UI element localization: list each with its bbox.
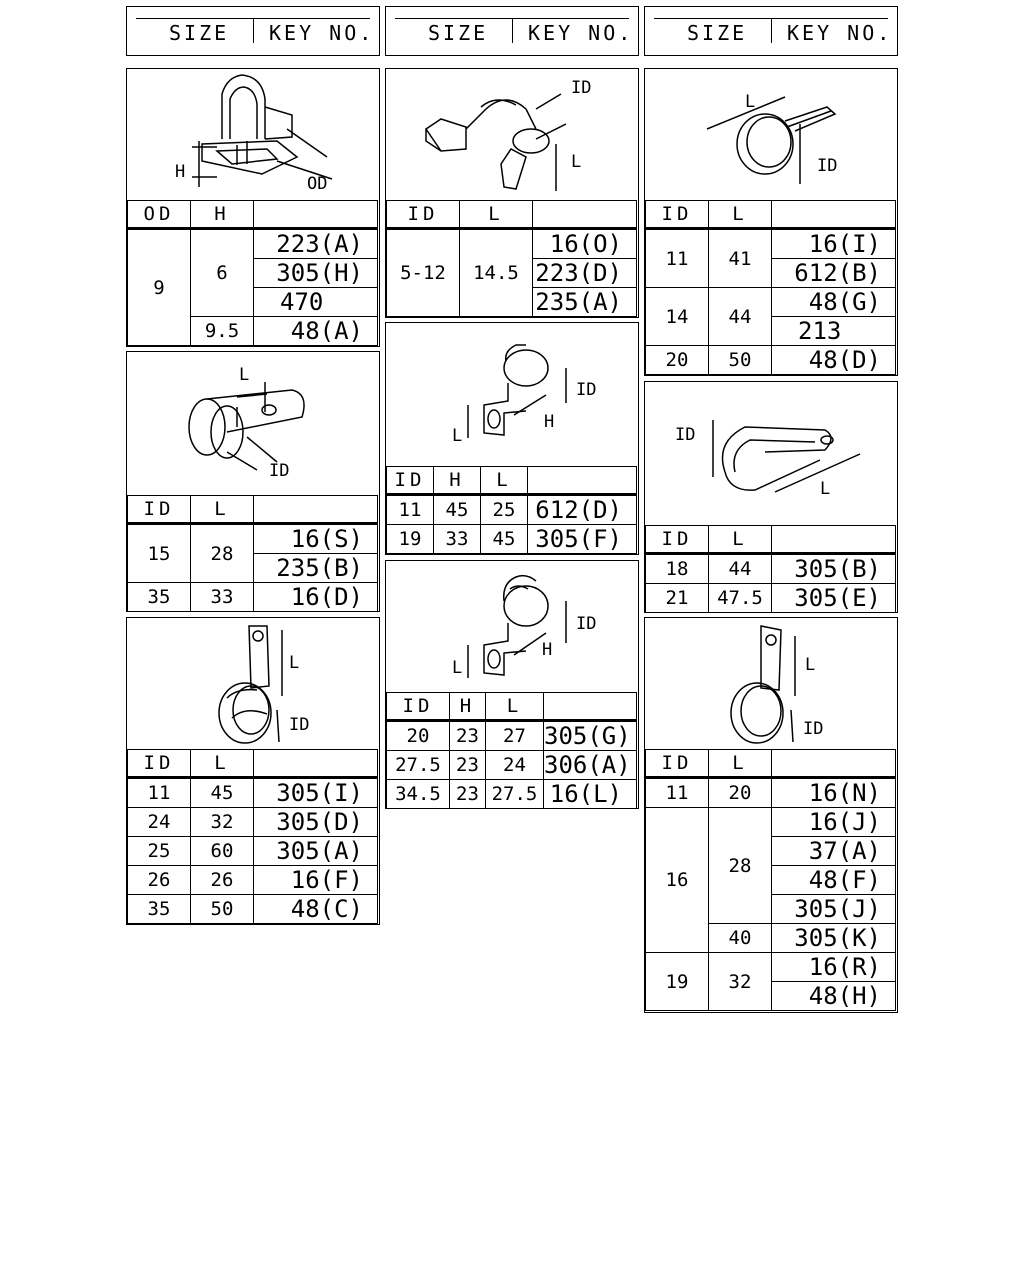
id-value: 11 [387, 495, 434, 525]
col-header-id: ID [128, 750, 191, 778]
clamp-id-h-l-drawing [386, 561, 637, 692]
key-no: 305(D) [254, 808, 378, 837]
table-row [387, 721, 637, 751]
id-value: 20 [387, 721, 450, 751]
id-value: 25 [128, 837, 191, 866]
id-value: 20 [646, 346, 709, 375]
part-panel-c3-2 [644, 381, 898, 613]
l-value: 28 [191, 524, 254, 583]
key-no: 305(E) [772, 584, 896, 613]
col-header-id: ID [387, 201, 460, 229]
l-value: 14.5 [460, 229, 533, 317]
l-value: 44 [709, 288, 772, 346]
col-header-h: H [450, 693, 486, 721]
l-value: 24 [486, 751, 544, 780]
id-value: 24 [128, 808, 191, 837]
od-dimension-label: OD [307, 174, 328, 194]
col-header-l: L [709, 750, 772, 778]
id-value: 26 [128, 866, 191, 895]
col-header-l: L [486, 693, 544, 721]
col-header-id: ID [646, 201, 709, 229]
key-no: 16(S) [254, 524, 378, 554]
clip-id-l-drawing [386, 69, 637, 200]
part-panel-c3-3 [644, 617, 898, 1013]
key-no: 305(K) [772, 924, 896, 953]
l-value: 60 [191, 837, 254, 866]
h-value: 33 [434, 525, 481, 554]
od-value: 9 [128, 229, 191, 346]
part-panel-c2-2 [385, 322, 639, 555]
key-no-label: KEY NO. [787, 21, 893, 45]
key-no: 16(F) [254, 866, 378, 895]
id-value: 19 [387, 525, 434, 554]
l-dimension-label: L [239, 365, 250, 385]
size-label: SIZE [169, 21, 230, 45]
id-dimension-label: ID [269, 461, 290, 481]
id-value: 35 [128, 583, 191, 612]
l-value: 27 [486, 721, 544, 751]
l-value: 45 [481, 525, 528, 554]
l-value: 32 [191, 808, 254, 837]
id-dimension-label: ID [817, 156, 838, 176]
l-value: 41 [709, 229, 772, 288]
key-no: 305(A) [254, 837, 378, 866]
col-header-id: ID [387, 693, 450, 721]
l-dimension-label: L [452, 426, 463, 446]
clamp-id-h-l-drawing [386, 323, 637, 466]
part-panel-c2-3 [385, 560, 639, 809]
l-value: 40 [709, 924, 772, 953]
size-table [645, 749, 896, 1011]
table-row [387, 751, 637, 780]
key-no: 223(A) [254, 229, 378, 259]
band-clamp-l-id-drawing [645, 69, 896, 200]
key-no: 16(D) [254, 583, 378, 612]
table-row [387, 780, 637, 809]
clamp-l-id-drawing [645, 618, 896, 749]
key-no: 235(A) [533, 288, 637, 317]
key-no: 305(B) [772, 554, 896, 584]
id-value: 5-12 [387, 229, 460, 317]
part-panel-c2-1 [385, 68, 639, 318]
id-value: 14 [646, 288, 709, 346]
col-header-l: L [191, 496, 254, 524]
id-value: 11 [646, 229, 709, 288]
l-dimension-label: L [805, 655, 816, 675]
col-header-h: H [191, 201, 254, 229]
part-panel-c1-1 [126, 68, 380, 347]
l-value: 47.5 [709, 584, 772, 613]
key-no: 612(B) [772, 259, 896, 288]
l-dimension-label: L [289, 653, 300, 673]
key-no: 305(G) [544, 721, 637, 751]
key-no: 305(F) [528, 525, 637, 554]
l-value: 50 [709, 346, 772, 375]
h-dimension-label: H [544, 412, 555, 432]
header-col1 [126, 6, 380, 56]
key-no: 37(A) [772, 837, 896, 866]
table-row [387, 525, 637, 554]
l-value: 32 [709, 953, 772, 1011]
id-value: 15 [128, 524, 191, 583]
l-value: 33 [191, 583, 254, 612]
size-table [386, 200, 637, 317]
table-row [128, 866, 378, 895]
col-header-l: L [460, 201, 533, 229]
l-value: 27.5 [486, 780, 544, 809]
clamp-id-l-drawing [127, 352, 378, 495]
id-value: 11 [128, 778, 191, 808]
l-dimension-label: L [452, 658, 463, 678]
col-header-id: ID [646, 526, 709, 554]
size-table [127, 749, 378, 924]
part-panel-c1-2 [126, 351, 380, 612]
l-value: 44 [709, 554, 772, 584]
table-row [128, 837, 378, 866]
key-no: 223(D) [533, 259, 637, 288]
key-no: 48(G) [772, 288, 896, 317]
id-dimension-label: ID [576, 380, 597, 400]
key-no-label: KEY NO. [528, 21, 634, 45]
l-dimension-label: L [820, 479, 831, 499]
table-row [128, 808, 378, 837]
size-label: SIZE [428, 21, 489, 45]
col-header-id: ID [128, 496, 191, 524]
key-no: 48(F) [772, 866, 896, 895]
id-dimension-label: ID [803, 719, 824, 739]
table-row [128, 895, 378, 924]
key-no: 16(N) [772, 778, 896, 808]
table-row [128, 778, 378, 808]
key-no: 305(I) [254, 778, 378, 808]
key-no: 48(C) [254, 895, 378, 924]
id-dimension-label: ID [675, 425, 696, 445]
key-no: 16(I) [772, 229, 896, 259]
l-value: 50 [191, 895, 254, 924]
h-dimension-label: H [175, 162, 186, 182]
l-value: 26 [191, 866, 254, 895]
id-value: 21 [646, 584, 709, 613]
h-value: 6 [191, 229, 254, 317]
id-value: 11 [646, 778, 709, 808]
l-value: 20 [709, 778, 772, 808]
id-value: 34.5 [387, 780, 450, 809]
size-label: SIZE [687, 21, 748, 45]
key-no: 16(O) [533, 229, 637, 259]
id-value: 18 [646, 554, 709, 584]
table-row [646, 554, 896, 584]
id-value: 16 [646, 808, 709, 953]
id-dimension-label: ID [571, 78, 592, 98]
header-col2 [385, 6, 639, 56]
id-value: 19 [646, 953, 709, 1011]
size-table [127, 495, 378, 612]
size-table [645, 525, 896, 613]
col-header-id: ID [646, 750, 709, 778]
key-no: 48(H) [772, 982, 896, 1011]
size-table [386, 692, 637, 809]
id-value: 35 [128, 895, 191, 924]
table-row [646, 584, 896, 613]
key-no: 470 [254, 288, 378, 317]
id-dimension-label: ID [289, 715, 310, 735]
id-value: 27.5 [387, 751, 450, 780]
h-dimension-label: H [542, 640, 553, 660]
key-no: 612(D) [528, 495, 637, 525]
l-value: 45 [191, 778, 254, 808]
loop-clamp-id-l-drawing [645, 382, 896, 525]
key-no: 306(A) [544, 751, 637, 780]
l-dimension-label: L [571, 152, 582, 172]
col-header-id: ID [387, 467, 434, 495]
key-no: 48(A) [254, 317, 378, 346]
col-header-l: L [709, 526, 772, 554]
size-table [645, 200, 896, 375]
key-no-label: KEY NO. [269, 21, 375, 45]
header-col3 [644, 6, 898, 56]
table-row [387, 495, 637, 525]
col-header-l: L [709, 201, 772, 229]
key-no: 16(L) [544, 780, 637, 809]
key-no: 213 [772, 317, 896, 346]
col-header-h: H [434, 467, 481, 495]
h-value: 45 [434, 495, 481, 525]
key-no: 16(R) [772, 953, 896, 982]
l-value: 25 [481, 495, 528, 525]
clip-od-h-drawing [127, 69, 378, 200]
size-table [127, 200, 378, 346]
key-no: 305(J) [772, 895, 896, 924]
key-no: 305(H) [254, 259, 378, 288]
h-value: 23 [450, 780, 486, 809]
col-header-l: L [191, 750, 254, 778]
h-value: 9.5 [191, 317, 254, 346]
col-header-od: OD [128, 201, 191, 229]
size-table [386, 466, 637, 554]
l-dimension-label: L [745, 92, 756, 112]
key-no: 235(B) [254, 554, 378, 583]
part-panel-c3-1 [644, 68, 898, 376]
key-no: 16(J) [772, 808, 896, 837]
col-header-l: L [481, 467, 528, 495]
h-value: 23 [450, 751, 486, 780]
l-value: 28 [709, 808, 772, 924]
h-value: 23 [450, 721, 486, 751]
part-panel-c1-3 [126, 617, 380, 925]
id-dimension-label: ID [576, 614, 597, 634]
key-no: 48(D) [772, 346, 896, 375]
clamp-id-l-drawing [127, 618, 378, 749]
